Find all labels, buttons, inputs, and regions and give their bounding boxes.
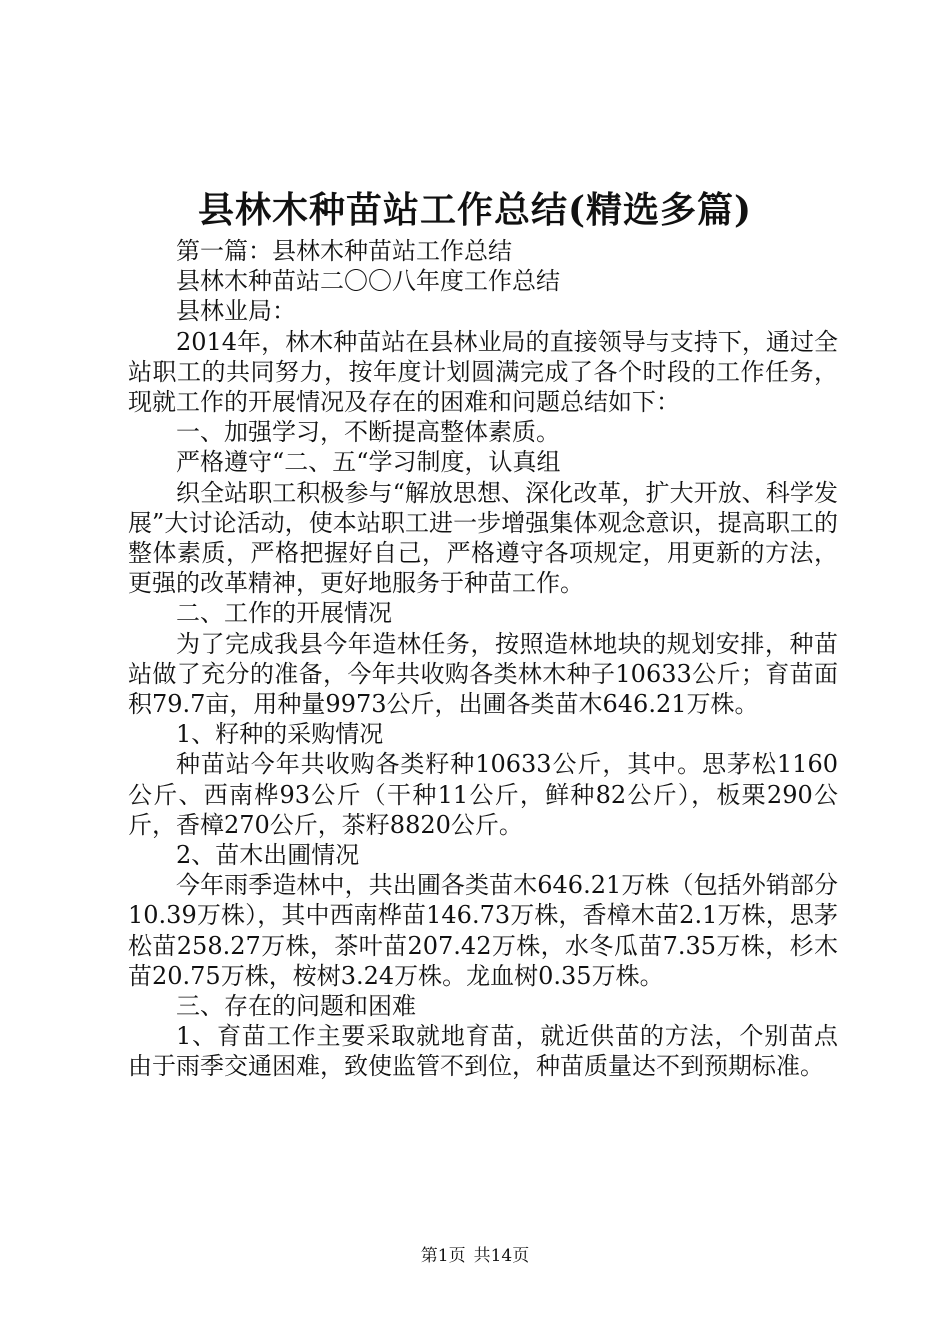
section-heading: 二、工作的开展情况 — [176, 599, 392, 628]
body-paragraph: 2014年，林木种苗站在县林业局的直接领导与支持下，通过全站职工的共同努力，按年度计划圆满完成了各个时段的工作任务，现就工作的开展情况及存在的困难和问题总结如下： — [128, 327, 838, 417]
section-heading: 三、存在的问题和困难 — [176, 992, 416, 1021]
addressee: 县林业局： — [176, 297, 296, 326]
document-body — [128, 236, 838, 1082]
body-paragraph: 1、育苗工作主要采取就地育苗，就近供苗的方法，个别苗点由于雨季交通困难，致使监管不到位，种苗质量达不到预期标准。 — [128, 1022, 838, 1081]
subsection-heading: 2、苗木出圃情况 — [176, 841, 360, 870]
section-heading: 第一篇：县林木种苗站工作总结 — [176, 237, 512, 265]
report-title: 县林木种苗站二〇〇八年度工作总结 — [176, 267, 560, 296]
body-paragraph: 种苗站今年共收购各类籽种10633公斤，其中。思茅松1160公斤、西南桦93公斤（干种11公斤，鲜种82公斤），板栗290公斤，香樟270公斤，茶籽8820公斤。 — [128, 750, 838, 839]
subsection-heading: 1、籽种的采购情况 — [176, 720, 384, 749]
body-paragraph: 今年雨季造林中，共出圃各类苗木646.21万株（包括外销部分10.39万株），其中西南桦苗146.73万株，香樟木苗2.1万株，思茅松苗258.27万株，茶叶苗207.42万株，水冬瓜苗7.35万株，杉木苗20.75万株，桉树3.24万株。龙血树0.35万株。 — [128, 871, 838, 990]
section-heading: 一、加强学习，不断提高整体素质。 — [176, 418, 560, 447]
page-number: 第1页 — [420, 1246, 466, 1266]
page-total: 共14页 — [473, 1246, 530, 1266]
body-paragraph: 严格遵守“二、五“学习制度，认真组 — [176, 448, 561, 477]
page-footer — [0, 1244, 950, 1268]
document-title: 县林木种苗站工作总结(精选多篇) — [197, 189, 753, 231]
body-paragraph: 为了完成我县今年造林任务，按照造林地块的规划安排，种苗站做了充分的准备，今年共收购各类林木种子10633公斤；育苗面积79.7亩，用种量9973公斤，出圃各类苗木646.21万株。 — [128, 629, 838, 719]
body-paragraph: 织全站职工积极参与“解放思想、深化改革，扩大开放、科学发展”大讨论活动，使本站职工进一步增强集体观念意识，提高职工的整体素质，严格把握好自己，严格遵守各项规定，用更新的方法，更强的改革精神，更好地服务于种苗工作。 — [128, 478, 838, 598]
